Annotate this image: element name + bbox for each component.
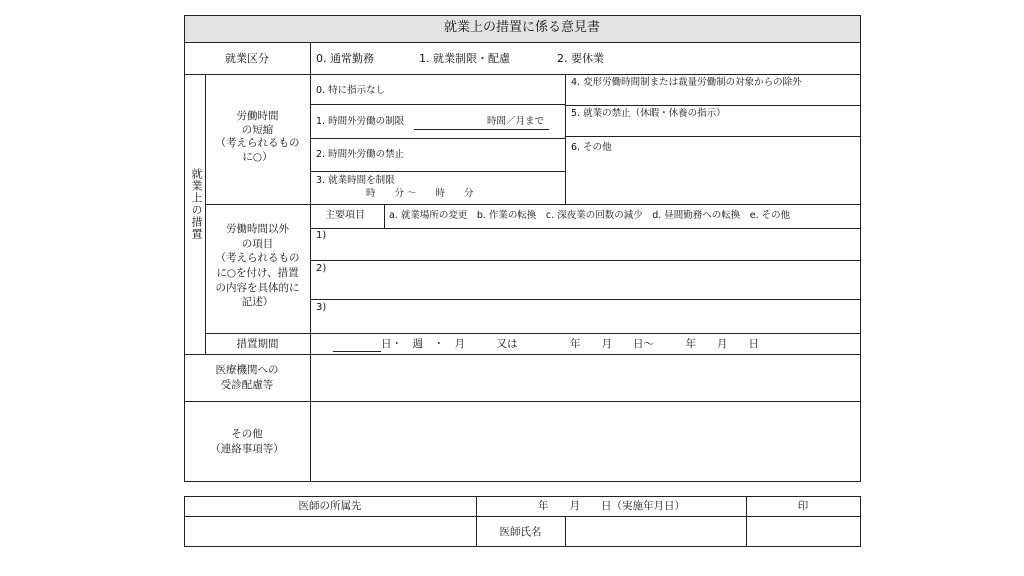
- doctor-seal-field[interactable]: [747, 517, 860, 546]
- main-items-label: 主要項目: [325, 210, 365, 221]
- doctor-name-field[interactable]: [566, 517, 745, 546]
- shorten-option-5[interactable]: 5. 就業の禁止（休暇・休養の指示）: [571, 108, 726, 119]
- doctor-name-label: 医師氏名: [499, 526, 542, 538]
- shorten-option-4[interactable]: 4. 変形労働時間制または裁量労働制の対象からの除外: [571, 77, 802, 88]
- medical-field[interactable]: [311, 355, 860, 401]
- classification-option-1[interactable]: 1. 就業制限・配慮: [419, 52, 510, 65]
- measures-vertical-label: 就業上の措置: [190, 168, 203, 240]
- other-item-3[interactable]: 3): [316, 302, 327, 313]
- other-item-1[interactable]: 1): [316, 230, 327, 241]
- doctor-seal-label: 印: [797, 500, 809, 512]
- period-label: 措置期間: [236, 338, 279, 350]
- shorten-option-1[interactable]: 1. 時間外労働の制限: [316, 116, 405, 127]
- shorten-option-6[interactable]: 6. その他: [571, 142, 612, 153]
- shorten-option-3[interactable]: 3. 就業時間を制限: [316, 175, 395, 186]
- doctor-date-label: 年 月 日（実施年月日）: [538, 500, 685, 512]
- shorten-option-3-time: 時 分 ～ 時 分: [366, 188, 474, 199]
- form-title: 就業上の措置に係る意見書: [443, 20, 600, 35]
- doctor-affiliation-label: 医師の所属先: [298, 500, 362, 512]
- shorten-label: 労働時間 の短縮 （考えられるもの に○）: [215, 110, 300, 163]
- shorten-option-1-suffix: 時間／月まで: [487, 116, 545, 127]
- classification-option-0[interactable]: 0. 通常勤務: [316, 52, 374, 65]
- shorten-option-0[interactable]: 0. 特に指示なし: [316, 85, 386, 96]
- overtime-hours-underline[interactable]: [414, 129, 549, 130]
- medical-label: 医療機関への 受診配慮等: [215, 364, 279, 391]
- main-items-options[interactable]: a. 就業場所の変更 b. 作業の転換 c. 深夜業の回数の減少 d. 昼間勤務への転換 e. その他: [389, 210, 791, 221]
- classification-label: 就業区分: [225, 52, 269, 65]
- other-items-label: 労働時間以外 の項目 （考えられるもの に○を付け、措置 の内容を具体的に 記述）: [215, 223, 300, 309]
- other-item-2[interactable]: 2): [316, 263, 327, 274]
- shorten-option-2[interactable]: 2. 時間外労働の禁止: [316, 149, 405, 160]
- other-field[interactable]: [311, 402, 860, 481]
- doctor-affiliation-field[interactable]: [185, 517, 475, 546]
- other-label: その他 （連絡事項等）: [210, 428, 284, 455]
- period-underline[interactable]: [333, 351, 381, 352]
- period-text[interactable]: 日・ 週 ・ 月 又は 年 月 日～ 年 月 日: [381, 338, 759, 350]
- classification-option-2[interactable]: 2. 要休業: [557, 52, 604, 65]
